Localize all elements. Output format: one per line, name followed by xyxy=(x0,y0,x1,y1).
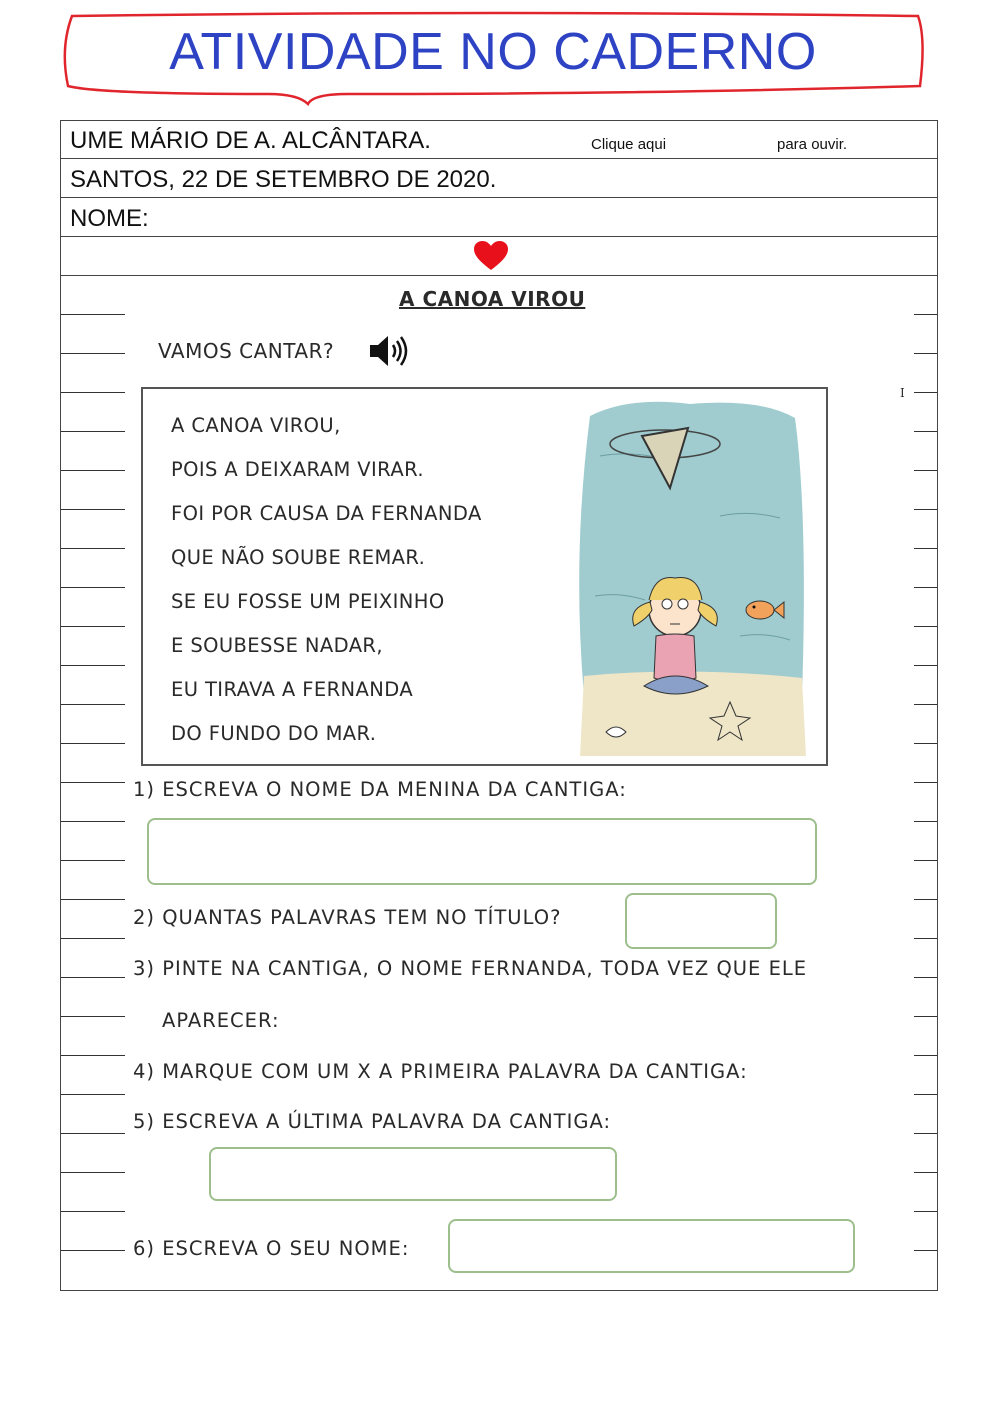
header-row-school xyxy=(61,120,937,159)
header-row-heart xyxy=(61,237,937,276)
poem-line: EU TIRAVA A FERNANDA xyxy=(171,678,414,701)
poem-line: E SOUBESSE NADAR, xyxy=(171,634,383,657)
sing-prompt: VAMOS CANTAR? xyxy=(158,339,335,363)
poem-line: A CANOA VIROU, xyxy=(171,414,341,437)
poem-line: FOI POR CAUSA DA FERNANDA xyxy=(171,502,482,525)
listen-text: para ouvir. xyxy=(777,136,848,153)
question-4: 4) MARQUE COM UM X A PRIMEIRA PALAVRA DA CANTIGA: xyxy=(133,1060,748,1083)
sea-girl-illustration xyxy=(570,396,810,760)
name-label: NOME: xyxy=(70,205,149,232)
speaker-icon[interactable] xyxy=(368,334,410,368)
question-1: 1) ESCREVA O NOME DA MENINA DA CANTIGA: xyxy=(133,778,627,801)
school-name: UME MÁRIO DE A. ALCÂNTARA. xyxy=(70,127,431,154)
header-row-date xyxy=(61,159,937,198)
poem-line: QUE NÃO SOUBE REMAR. xyxy=(171,546,426,569)
answer-field-2[interactable] xyxy=(625,893,777,949)
question-3: 3) PINTE NA CANTIGA, O NOME FERNANDA, TODA VEZ QUE ELE xyxy=(133,957,808,980)
header-row-name xyxy=(61,198,937,237)
question-3-continuation: APARECER: xyxy=(162,1009,280,1032)
answer-field-1[interactable] xyxy=(147,818,817,885)
margin-mark: I xyxy=(900,386,905,400)
banner-title: ATIVIDADE NO CADERNO xyxy=(169,23,817,81)
question-2: 2) QUANTAS PALAVRAS TEM NO TÍTULO? xyxy=(133,906,562,929)
click-here-link[interactable]: Clique aqui xyxy=(591,136,667,153)
heart-icon xyxy=(473,240,509,272)
poem-line: POIS A DEIXARAM VIRAR. xyxy=(171,458,424,481)
poem-line: DO FUNDO DO MAR. xyxy=(171,722,377,745)
answer-field-5[interactable] xyxy=(209,1147,617,1201)
poem-line: SE EU FOSSE UM PEIXINHO xyxy=(171,590,445,613)
question-6: 6) ESCREVA O SEU NOME: xyxy=(133,1237,410,1260)
date-text: SANTOS, 22 DE SETEMBRO DE 2020. xyxy=(70,166,497,193)
question-5: 5) ESCREVA A ÚLTIMA PALAVRA DA CANTIGA: xyxy=(133,1110,612,1133)
answer-field-6[interactable] xyxy=(448,1219,855,1273)
song-title: A CANOA VIROU xyxy=(399,287,586,311)
